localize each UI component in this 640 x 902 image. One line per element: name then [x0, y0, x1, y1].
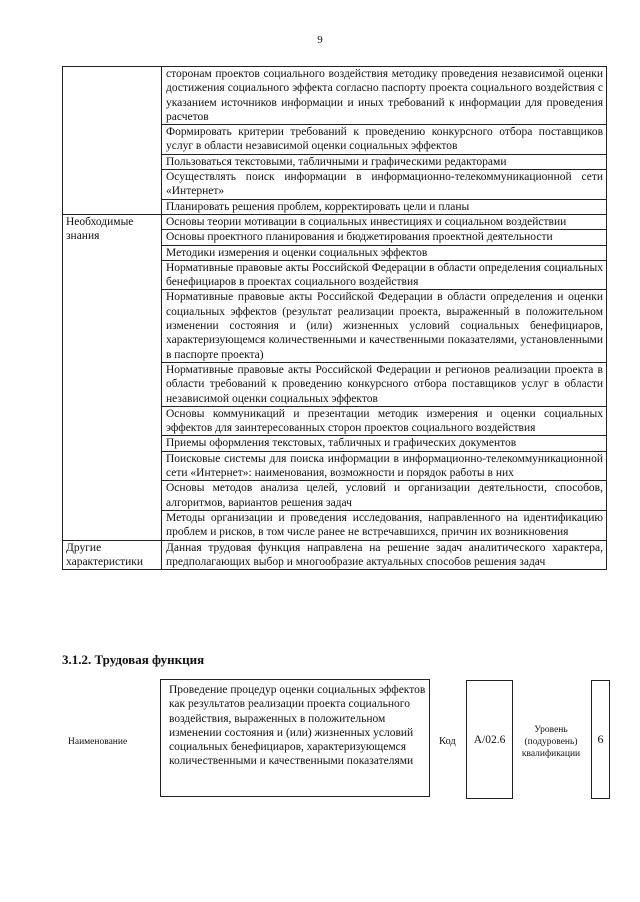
- table-cell: Приемы оформления текстовых, табличных и графических документов: [162, 436, 607, 451]
- qualification-level-label: [513, 724, 589, 760]
- table-cell: Поисковые системы для поиска информации в информационно-телекоммуникационной сети «Интернет»: наименования, возможности и порядок работы в них: [162, 451, 607, 481]
- function-name-box: Проведение процедур оценки социальных эффектов как результатов реализации проекта социального воздействия, выраженных в положительном изменении состояния и (или) жизненных условий социальных бенефициаров, характеризующемся количественными и качественными показателями: [160, 679, 430, 797]
- code-label: Код: [439, 736, 456, 747]
- table-cell: Формировать критерии требований к проведению конкурсного отбора поставщиков услуг в области независимой оценки социальных эффектов: [162, 125, 607, 155]
- table-cell: Основы коммуникаций и презентации методик измерения и оценки социальных эффектов для заинтересованных сторон проектов социального воздействия: [162, 406, 607, 436]
- table-cell: Нормативные правовые акты Российской Федерации в области определения и оценки социальных эффектов (результат реализации проекта, выраженный в положительном изменении состояния и (или) жизненных условий социальных бенефициаров, характеризующемся количественными и качественными показателями, установленными в паспорте проекта): [162, 290, 607, 362]
- qualification-level-box: 6: [591, 680, 610, 799]
- table-cell: Пользоваться текстовыми, табличными и графическими редакторами: [162, 154, 607, 169]
- code-box: A/02.6: [466, 680, 513, 799]
- page-number: 9: [317, 34, 323, 46]
- table-cell: Нормативные правовые акты Российской Федерации в области определения социальных бенефициаров в проектах социального воздействия: [162, 260, 607, 290]
- level-label-line: (подуровень): [524, 737, 578, 747]
- table-cell: Данная трудовая функция направлена на решение задач аналитического характера, предполагающих выбор и многообразие актуальных способов решения задач: [162, 540, 607, 570]
- row-label-other-characteristics: Другие характеристики: [63, 540, 162, 570]
- table-row: [63, 214, 607, 229]
- table-row: [63, 67, 607, 125]
- table-cell: Основы проектного планирования и бюджетирования проектной деятельности: [162, 230, 607, 245]
- table-cell: Методы организации и проведения исследования, направленного на идентификацию проблем и рисков, в том числе ранее не встречавшихся, причин их возникновения: [162, 510, 607, 540]
- name-label: Наименование: [68, 737, 128, 747]
- row-label-required-knowledge: Необходимые знания: [63, 214, 162, 540]
- section-heading: 3.1.2. Трудовая функция: [62, 652, 205, 667]
- table-row: [63, 540, 607, 570]
- level-label-line: квалификации: [521, 749, 581, 759]
- table-cell: сторонам проектов социального воздействия методику проведения независимой оценки достижения социального эффекта согласно паспорту проекта социального воздействия с указанием источников информации и иных требований к информации для проведения расчетов: [162, 67, 607, 125]
- table-cell: Планировать решения проблем, корректировать цели и планы: [162, 199, 607, 214]
- table-cell: Методики измерения и оценки социальных эффектов: [162, 245, 607, 260]
- skills-knowledge-table: [62, 66, 607, 570]
- table-cell: Основы теории мотивации в социальных инвестициях и социальном воздействии: [162, 214, 607, 229]
- table-cell: Основы методов анализа целей, условий и организации деятельности, способов, алгоритмов, вариантов решения задач: [162, 481, 607, 511]
- table-cell: Нормативные правовые акты Российской Федерации и регионов реализации проекта в области требований к проведению конкурсного отбора поставщиков услуг в области независимой оценки социальных эффектов: [162, 362, 607, 406]
- level-label-line: Уровень: [534, 725, 568, 735]
- table-cell: Осуществлять поиск информации в информационно-телекоммуникационной сети «Интернет»: [162, 170, 607, 200]
- row-label: [63, 67, 162, 215]
